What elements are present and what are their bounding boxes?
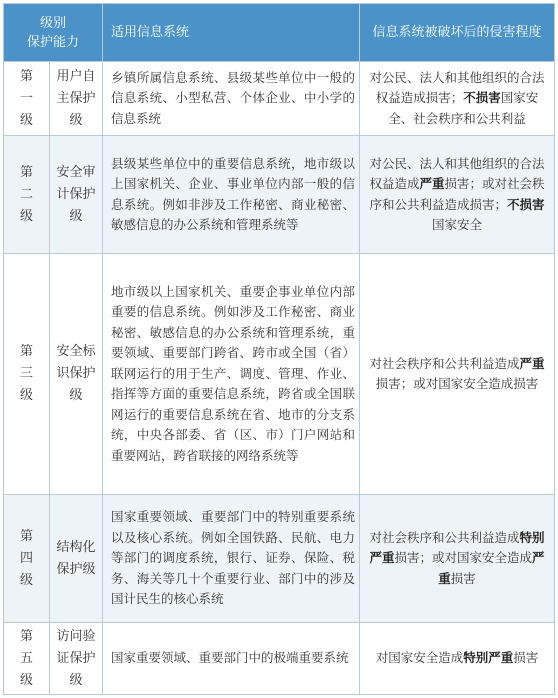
protection-label: 安全标识保护级 xyxy=(56,344,96,403)
level-label: 第四级 xyxy=(19,528,33,588)
systems-text: 国家重要领域、重要部门中的特别重要系统以及核心系统。例如全国铁路、民航、电力等部门的调度系统，银行、证券、保险、税务、海关等几十个重要行业、部门中的涉及国计民生的核心系统 xyxy=(111,509,355,607)
impact-emphasis: 严重 xyxy=(438,550,545,586)
table-row xyxy=(4,623,554,694)
level-cell xyxy=(4,254,50,495)
protection-cell xyxy=(50,623,103,694)
impact-cell xyxy=(360,495,554,623)
protection-label: 用户自主保护级 xyxy=(56,68,96,128)
level-label: 第三级 xyxy=(19,344,33,403)
impact-text xyxy=(366,528,548,590)
header-level-protection-cell xyxy=(4,4,103,62)
table-row xyxy=(4,495,554,623)
impact-part: 对社会秩序和公共利益造成 xyxy=(369,529,520,545)
impact-part: 对公民、法人和其他组织的合法权益造成损害； xyxy=(369,69,545,106)
impact-cell xyxy=(360,136,554,254)
table-row xyxy=(4,136,554,254)
impact-text xyxy=(376,648,539,669)
security-level-table xyxy=(3,3,555,695)
header-systems-cell xyxy=(103,4,360,62)
protection-label: 访问验证保护级 xyxy=(56,628,96,688)
impact-text xyxy=(366,68,548,130)
protection-label: 结构化保护级 xyxy=(56,539,96,577)
systems-cell xyxy=(103,136,360,254)
systems-cell xyxy=(103,62,360,136)
systems-text: 国家重要领域、重要部门中的极端重要系统 xyxy=(111,650,349,666)
systems-cell xyxy=(103,623,360,694)
systems-text: 县级某些单位中的重要信息系统，地市级以上国家机关、企业、事业单位内部一般的信息系统。例如非涉及工作秘密、商业秘密、敏感信息的办公系统和管理系统等 xyxy=(111,155,355,232)
systems-cell xyxy=(103,495,360,623)
impact-part: 对社会秩序和公共利益造成 xyxy=(369,355,520,371)
level-cell xyxy=(4,495,50,623)
protection-cell xyxy=(50,62,103,136)
impact-part: 对公民、法人和其他组织的合法权益造成 xyxy=(369,155,545,191)
protection-cell xyxy=(50,136,103,254)
impact-part: 损害；或对社会秩序和公共利益造成损害； xyxy=(369,176,545,212)
level-cell xyxy=(4,623,50,694)
impact-part: 损害 xyxy=(450,570,476,586)
impact-emphasis: 特别严重 xyxy=(369,529,545,566)
header-systems-label: 适用信息系统 xyxy=(111,25,190,40)
table-header-row xyxy=(4,4,554,62)
impact-part: 损害；或对国家安全造成损害 xyxy=(375,376,539,391)
systems-text: 乡镇所属信息系统、县级某些单位中一般的信息系统、小型私营、个体企业、中小学的信息系统 xyxy=(111,69,355,126)
impact-emphasis: 不损害 xyxy=(507,196,545,212)
header-impact-label: 信息系统被破坏后的侵害程度 xyxy=(372,25,542,40)
table-row xyxy=(4,254,554,495)
level-label: 第一级 xyxy=(19,68,33,128)
impact-part: 损害；或对国家安全造成 xyxy=(394,550,532,566)
impact-part: 损害 xyxy=(513,650,539,666)
systems-text: 地市级以上国家机关、重要企事业单位内部重要的信息系统。例如涉及工作秘密、商业秘密、敏感信息的办公系统和管理系统，重要领域、重要部门跨省、跨市或全国（省）联网运行的用于生产、调度、管理、作业、指挥等方面的重要信息系统，跨省或全国联网运行的重要信息系统在省、地市的分支系统，中央各部委、省（区、市）门户网站和重要网站，跨省联接的网络系统等 xyxy=(111,283,355,463)
protection-label: 安全审计保护级 xyxy=(56,164,96,224)
impact-emphasis: 不损害 xyxy=(463,90,501,106)
impact-part: 国家安全 xyxy=(431,217,482,232)
impact-cell xyxy=(360,62,554,136)
level-cell xyxy=(4,136,50,254)
impact-emphasis: 严重 xyxy=(519,355,545,371)
level-label: 第二级 xyxy=(19,164,33,224)
header-protection-label: 保护能力 xyxy=(26,34,79,50)
impact-cell xyxy=(360,254,554,495)
protection-cell xyxy=(50,495,103,623)
table-row xyxy=(4,62,554,136)
level-cell xyxy=(4,62,50,136)
impact-part: 对国家安全造成 xyxy=(375,650,464,666)
impact-cell xyxy=(360,623,554,694)
impact-emphasis: 特别严重 xyxy=(463,650,514,666)
level-label: 第五级 xyxy=(19,628,33,688)
impact-emphasis: 严重 xyxy=(419,176,445,191)
protection-cell xyxy=(50,254,103,495)
impact-part: 国家安全、社会秩序和公共利益 xyxy=(388,90,539,126)
systems-cell xyxy=(103,254,360,495)
header-impact-cell xyxy=(360,4,554,62)
impact-text xyxy=(366,154,548,236)
impact-text xyxy=(366,354,548,395)
header-level-label: 级别 xyxy=(39,15,66,31)
